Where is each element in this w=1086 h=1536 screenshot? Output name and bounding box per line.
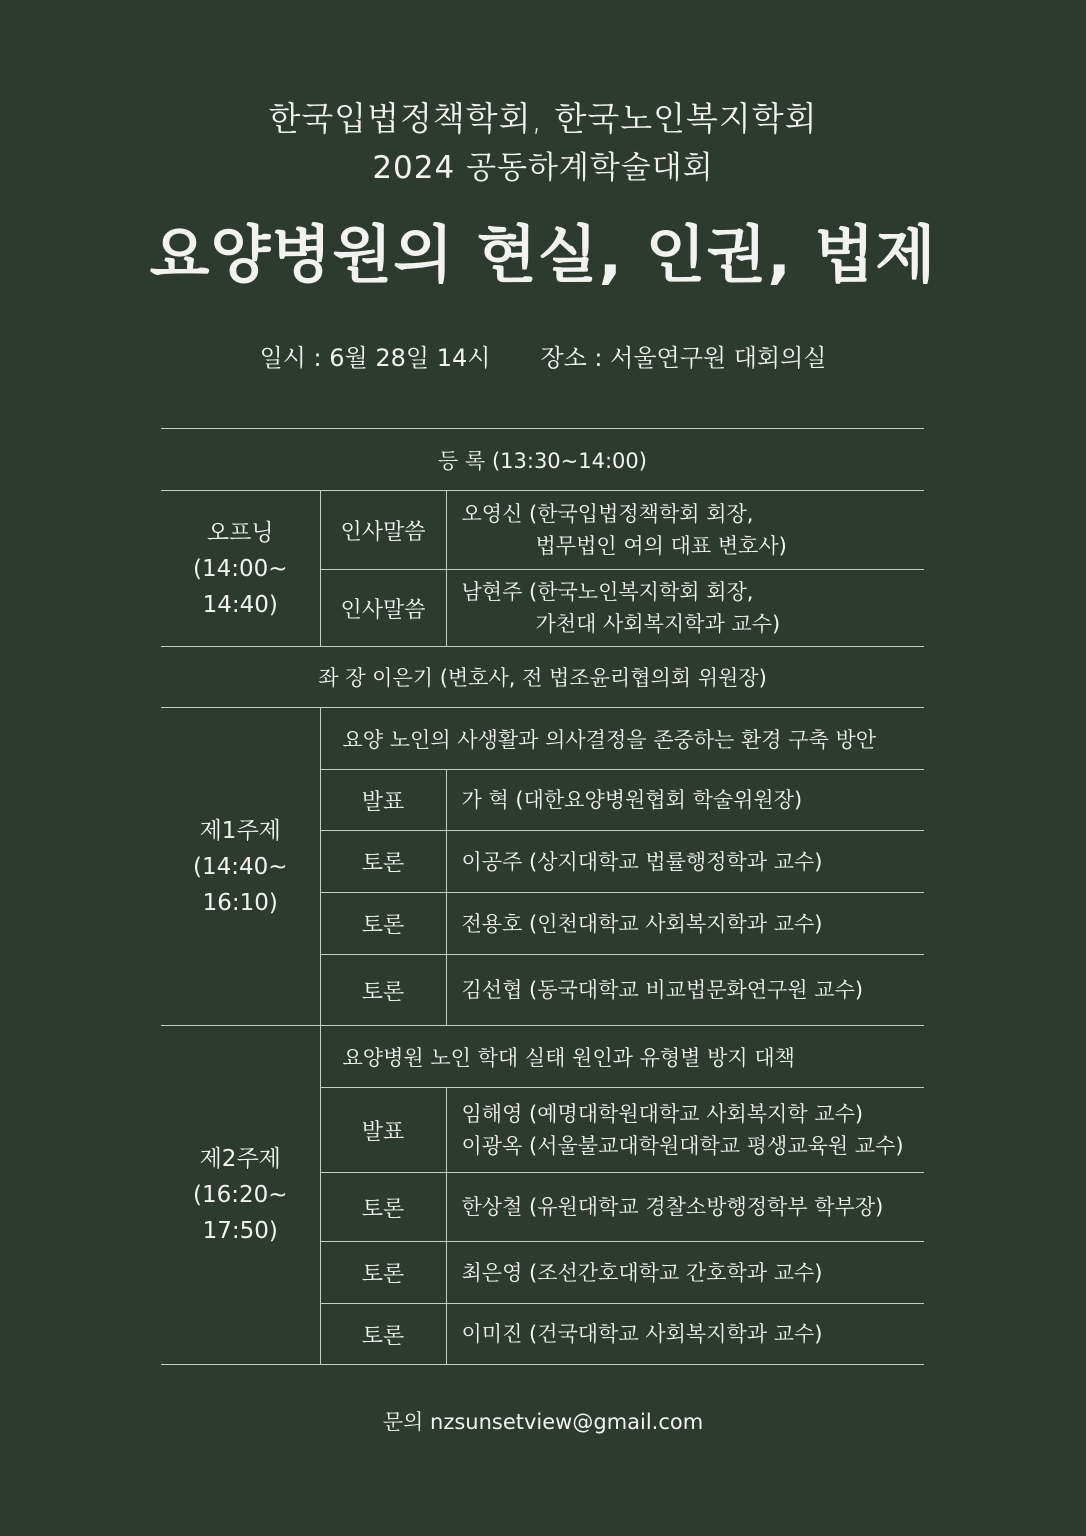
opening-section-label: [161, 491, 320, 647]
role-cell: 인사말씀: [320, 570, 446, 647]
contact-info: 문의 nzsunsetview@gmail.com: [382, 1410, 704, 1434]
session2-label: [161, 1026, 320, 1365]
session2-time-start: (16:20~: [192, 1182, 288, 1208]
session2-title: 제2주제: [199, 1146, 281, 1172]
event-line: 2024 공동하계학술대회: [372, 150, 714, 186]
session1-title: 제1주제: [199, 817, 281, 844]
session1-label: [161, 708, 320, 1026]
speaker-cell: 최은영 (조선간호대학교 간호학과 교수): [446, 1242, 924, 1304]
place-label: 장소 : 서울연구원 대회의실: [540, 344, 827, 372]
date-label: 일시 : 6월 28일 14시: [259, 344, 491, 372]
event-info: [0, 338, 1086, 378]
presenter-line: 이광옥 (서울불교대학원대학교 평생교육원 교수): [461, 1134, 904, 1158]
chair-row: 좌 장 이은기 (변호사, 전 법조윤리협의회 위원장): [161, 647, 924, 708]
role-cell: 토론: [320, 893, 446, 955]
speaker-cell: 김선협 (동국대학교 비교법문화연구원 교수): [446, 955, 924, 1026]
role-cell: 인사말씀: [320, 491, 446, 570]
registration-row: 등 록 (13:30~14:00): [161, 429, 924, 491]
session1-topic: 요양 노인의 사생활과 의사결정을 존중하는 환경 구축 방안: [320, 708, 924, 770]
speaker-affiliation: 가천대 사회복지학과 교수): [535, 612, 781, 636]
role-cell: 토론: [320, 831, 446, 893]
role-cell: 토론: [320, 1304, 446, 1365]
role-cell: 토론: [320, 955, 446, 1026]
role-cell: 발표: [320, 770, 446, 831]
speaker-cell: [446, 491, 924, 570]
speaker-cell: [446, 1088, 924, 1173]
organizer-line: 한국입법정책학회, 한국노인복지학회: [268, 99, 818, 138]
speaker-line: 남현주 (한국노인복지학회 회장,: [461, 580, 754, 604]
session1-time-start: (14:40~: [192, 853, 288, 880]
presenter-line: 임해영 (예명대학원대학교 사회복지학 교수): [461, 1102, 864, 1126]
speaker-cell: 가 혁 (대한요양병원협회 학술위원장): [446, 770, 924, 831]
session2-topic: 요양병원 노인 학대 실태 원인과 유형별 방지 대책: [320, 1026, 924, 1088]
role-cell: 토론: [320, 1173, 446, 1242]
speaker-cell: [446, 570, 924, 647]
speaker-cell: 전용호 (인천대학교 사회복지학과 교수): [446, 893, 924, 955]
page-title: 요양병원의 현실, 인권, 법제: [149, 218, 937, 291]
role-cell: 발표: [320, 1088, 446, 1173]
speaker-cell: 이공주 (상지대학교 법률행정학과 교수): [446, 831, 924, 893]
session1-time-end: 16:10): [202, 889, 278, 916]
speaker-cell: 한상철 (유원대학교 경찰소방행정학부 학부장): [446, 1173, 924, 1242]
role-cell: 토론: [320, 1242, 446, 1304]
schedule-table: [161, 428, 924, 1365]
speaker-line: 오영신 (한국입법정책학회 회장,: [461, 502, 754, 526]
speaker-cell: 이미진 (건국대학교 사회복지학과 교수): [446, 1304, 924, 1365]
speaker-affiliation: 법무법인 여의 대표 변호사): [535, 534, 787, 558]
opening-label: 오프닝: [206, 519, 274, 546]
session2-time-end: 17:50): [202, 1218, 278, 1244]
opening-time-start: (14:00~: [192, 555, 288, 582]
opening-time-end: 14:40): [202, 591, 278, 618]
